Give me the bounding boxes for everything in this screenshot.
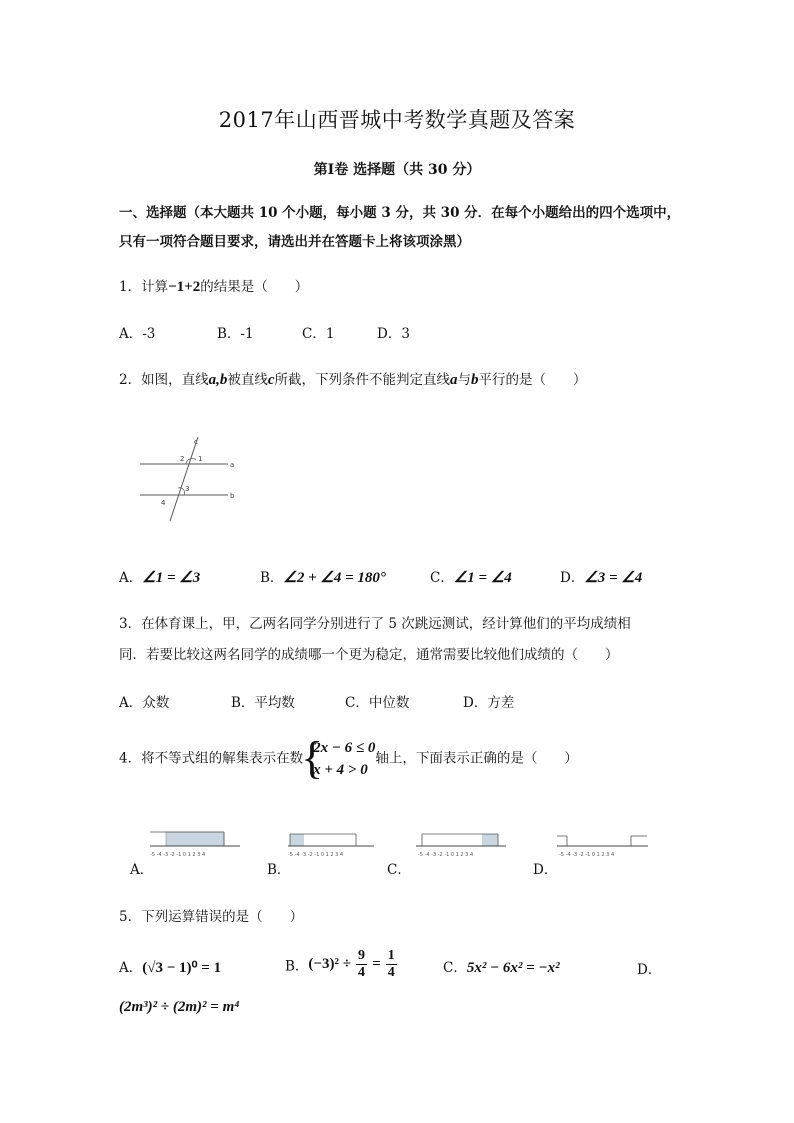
q5-option-b-fraction-2: [386, 948, 397, 981]
q2-var-c: c: [267, 372, 275, 388]
q4-inequality-1: 2x − 6 ≤ 0: [313, 740, 376, 756]
question-5: 5．下列运算错误的是（ ）: [119, 909, 304, 925]
q4-option-d-label[interactable]: D．: [533, 862, 558, 878]
q2-text-3: 被直线: [227, 372, 268, 388]
q2-option-b-label: B．: [260, 570, 284, 586]
q4-inequality-2: x + 4 > 0: [313, 762, 368, 778]
q3-option-a[interactable]: A．众数: [119, 695, 170, 711]
q2-option-b-math: ∠2 + ∠4 = 180°: [283, 570, 386, 586]
section-instruction-line1: 一、选择题（本大题共 10 个小题，每小题 3 分，共 30 分．在每个小题给出的四个选项中，: [119, 205, 681, 221]
section-subtitle: 第Ⅰ卷 选择题（共 30 分）: [313, 162, 481, 178]
q5-option-c[interactable]: [443, 956, 560, 977]
page-title: 2017年山西晋城中考数学真题及答案: [218, 108, 576, 132]
label-angle-2: 2: [180, 455, 185, 463]
q5-option-b[interactable]: [285, 948, 397, 981]
fraction-2-denominator: 4: [387, 965, 395, 980]
q2-var-b2: b: [471, 372, 479, 388]
q2-var-a2: a: [450, 372, 458, 388]
q2-var-b: b: [219, 372, 228, 388]
q1-expression: −1+2: [168, 279, 201, 295]
q2-text-6: 平行的是（ ）: [478, 372, 587, 388]
fraction-1-denominator: 4: [358, 965, 366, 980]
q2-comma: ,: [216, 372, 220, 388]
question-2: [119, 370, 587, 390]
q2-option-c[interactable]: [430, 566, 512, 587]
shaded-region: [290, 834, 304, 846]
q2-var-a: a: [208, 372, 217, 388]
q2-option-b[interactable]: [260, 566, 386, 587]
q3-option-d[interactable]: D．方差: [463, 695, 515, 711]
q4-suffix: 轴上，下面表示正确的是（ ）: [375, 750, 578, 767]
shaded-region: [482, 834, 498, 846]
q4-prefix: 4．将不等式组的解集表示在数: [119, 750, 304, 767]
q5-option-c-label: C．: [443, 960, 467, 976]
q4-option-b-numberline[interactable]: [286, 826, 376, 862]
q1-option-a[interactable]: A．-3: [119, 326, 156, 342]
q4-brace: {: [301, 732, 324, 783]
q5-option-c-math: 5x² − 6x² = −x²: [466, 960, 560, 976]
fraction-1-numerator: 9: [358, 948, 366, 963]
q5-option-a-label: A．: [119, 960, 143, 976]
q4-option-d-numberline[interactable]: [555, 826, 650, 862]
q4-inequality-system: [301, 732, 376, 783]
q1-option-c[interactable]: C．1: [302, 326, 335, 342]
q5-option-d-math[interactable]: (2m³)² ÷ (2m)² = m⁴: [119, 999, 240, 1015]
q4-option-a-label[interactable]: A．: [130, 862, 154, 878]
q4-option-c-label[interactable]: C．: [387, 862, 411, 878]
q1-option-b[interactable]: B．-1: [217, 326, 254, 342]
q3-option-c[interactable]: C．中位数: [345, 695, 410, 711]
question-1: [119, 277, 308, 297]
q4-option-a-numberline[interactable]: [148, 826, 243, 862]
q5-option-b-base: (−3)² ÷: [308, 956, 351, 972]
question-3-line1: 3．在体育课上，甲，乙两名同学分别进行了 5 次跳远测试，经计算他们的平均成绩相: [119, 616, 631, 632]
q5-option-b-fraction-1: [356, 948, 367, 981]
q2-text-4: 所截，下列条件不能判定直线: [274, 372, 451, 388]
axis-ticks: -5 -4 -3 -2 -1 0 1 2 3 4: [150, 852, 206, 858]
label-angle-1: 1: [198, 455, 203, 463]
q2-option-a[interactable]: [119, 566, 200, 587]
axis-ticks: -5 -4 -3 -2 -1 0 1 2 3 4: [559, 852, 615, 858]
q3-option-b[interactable]: B．平均数: [231, 695, 295, 711]
label-a: a: [230, 461, 235, 469]
q5-option-d-label[interactable]: D．: [637, 962, 662, 978]
q2-text-1: 2．如图，直线: [119, 372, 209, 388]
q4-option-c-numberline[interactable]: [414, 826, 509, 862]
q2-option-d-math: ∠3 = ∠4: [584, 570, 643, 586]
axis-ticks: -5 -4 -3 -2 -1 0 1 2 3 4: [288, 852, 344, 858]
q2-text-5: 与: [457, 372, 472, 388]
label-angle-4: 4: [161, 499, 166, 507]
label-angle-3: 3: [185, 485, 190, 493]
line-c: [170, 437, 198, 521]
label-c: c: [194, 438, 198, 446]
fraction-2-numerator: 1: [387, 948, 395, 963]
q2-option-d[interactable]: [560, 566, 642, 587]
q2-option-a-math: ∠1 = ∠3: [142, 570, 201, 586]
q2-option-c-label: C．: [430, 570, 454, 586]
section-instruction-line2: 只有一项符合题目要求，请选出并在答题卡上将该项涂黑）: [119, 234, 470, 250]
q2-option-a-label: A．: [119, 570, 143, 586]
q5-option-a-math: (√3 − 1)⁰ = 1: [142, 960, 222, 976]
shaded-region: [166, 832, 224, 846]
q1-prefix: 1．计算: [119, 279, 169, 295]
q2-option-d-label: D．: [560, 570, 585, 586]
q2-figure: [136, 433, 236, 525]
q1-suffix: 的结果是（ ）: [200, 279, 309, 295]
axis-ticks: -5 -4 -3 -2 -1 0 1 2 3 4: [418, 852, 474, 858]
q5-option-b-label: B．: [285, 958, 309, 975]
question-3-line2: 同．若要比较这两名同学的成绩哪一个更为稳定，通常需要比较他们成绩的（ ）: [119, 647, 619, 663]
q1-option-d[interactable]: D．3: [377, 326, 410, 342]
q2-option-c-math: ∠1 = ∠4: [453, 570, 512, 586]
label-b: b: [230, 492, 235, 500]
q5-option-a[interactable]: [119, 956, 221, 977]
question-4: [119, 732, 578, 783]
q5-option-b-equals: =: [372, 956, 381, 972]
q4-option-b-label[interactable]: B．: [267, 862, 291, 878]
